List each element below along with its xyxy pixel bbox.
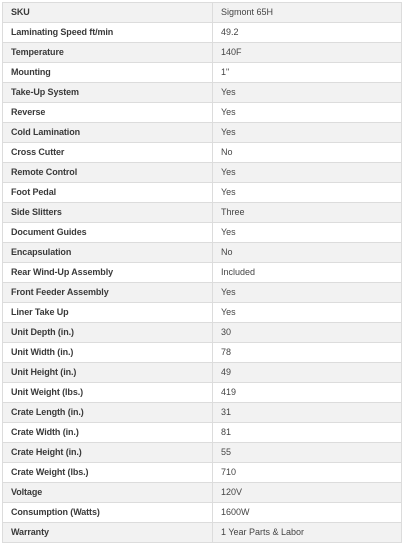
spec-label: Rear Wind-Up Assembly [3, 263, 213, 283]
spec-value: 78 [213, 343, 402, 363]
spec-row [3, 523, 402, 543]
spec-row [3, 503, 402, 523]
spec-row [3, 223, 402, 243]
spec-label: Unit Weight (lbs.) [3, 383, 213, 403]
spec-value: 120V [213, 483, 402, 503]
spec-row [3, 263, 402, 283]
spec-row [3, 103, 402, 123]
spec-row [3, 243, 402, 263]
spec-value: 419 [213, 383, 402, 403]
spec-row [3, 423, 402, 443]
spec-label: Front Feeder Assembly [3, 283, 213, 303]
spec-label: Voltage [3, 483, 213, 503]
spec-row [3, 143, 402, 163]
spec-row [3, 443, 402, 463]
spec-row [3, 383, 402, 403]
spec-label: Warranty [3, 523, 213, 543]
spec-row [3, 483, 402, 503]
spec-value: Yes [213, 103, 402, 123]
spec-value: 31 [213, 403, 402, 423]
spec-label: Laminating Speed ft/min [3, 23, 213, 43]
spec-label: Crate Weight (lbs.) [3, 463, 213, 483]
spec-value: Sigmont 65H [213, 3, 402, 23]
spec-value: 49 [213, 363, 402, 383]
spec-value: Three [213, 203, 402, 223]
spec-value: 1 Year Parts & Labor [213, 523, 402, 543]
spec-value: Included [213, 263, 402, 283]
spec-label: Unit Height (in.) [3, 363, 213, 383]
spec-row [3, 63, 402, 83]
spec-row [3, 283, 402, 303]
spec-value: Yes [213, 163, 402, 183]
spec-label: Crate Width (in.) [3, 423, 213, 443]
spec-row [3, 43, 402, 63]
spec-row [3, 403, 402, 423]
spec-value: 49.2 [213, 23, 402, 43]
spec-label: Unit Depth (in.) [3, 323, 213, 343]
spec-value: 710 [213, 463, 402, 483]
spec-value: No [213, 243, 402, 263]
spec-label: Remote Control [3, 163, 213, 183]
spec-value: Yes [213, 283, 402, 303]
spec-row [3, 123, 402, 143]
spec-value: Yes [213, 223, 402, 243]
spec-value: 81 [213, 423, 402, 443]
spec-value: Yes [213, 123, 402, 143]
spec-label: Foot Pedal [3, 183, 213, 203]
spec-label: Mounting [3, 63, 213, 83]
spec-label: Liner Take Up [3, 303, 213, 323]
spec-label: Crate Height (in.) [3, 443, 213, 463]
spec-row [3, 303, 402, 323]
spec-label: Consumption (Watts) [3, 503, 213, 523]
spec-label: Document Guides [3, 223, 213, 243]
spec-table [2, 2, 402, 543]
spec-label: Unit Width (in.) [3, 343, 213, 363]
spec-label: Reverse [3, 103, 213, 123]
spec-label: Cross Cutter [3, 143, 213, 163]
spec-row [3, 363, 402, 383]
spec-label: Temperature [3, 43, 213, 63]
spec-value: 1600W [213, 503, 402, 523]
spec-value: Yes [213, 183, 402, 203]
spec-value: Yes [213, 303, 402, 323]
spec-value: 55 [213, 443, 402, 463]
spec-row [3, 343, 402, 363]
spec-label: Encapsulation [3, 243, 213, 263]
spec-label: Take-Up System [3, 83, 213, 103]
spec-value: 30 [213, 323, 402, 343]
spec-value: 1" [213, 63, 402, 83]
spec-row [3, 323, 402, 343]
spec-label: SKU [3, 3, 213, 23]
spec-row [3, 23, 402, 43]
spec-row [3, 83, 402, 103]
spec-value: Yes [213, 83, 402, 103]
spec-row [3, 163, 402, 183]
spec-value: No [213, 143, 402, 163]
spec-row [3, 3, 402, 23]
spec-label: Crate Length (in.) [3, 403, 213, 423]
spec-label: Side Slitters [3, 203, 213, 223]
spec-label: Cold Lamination [3, 123, 213, 143]
spec-row [3, 183, 402, 203]
spec-value: 140F [213, 43, 402, 63]
spec-row [3, 203, 402, 223]
spec-table-body [3, 3, 402, 543]
spec-row [3, 463, 402, 483]
